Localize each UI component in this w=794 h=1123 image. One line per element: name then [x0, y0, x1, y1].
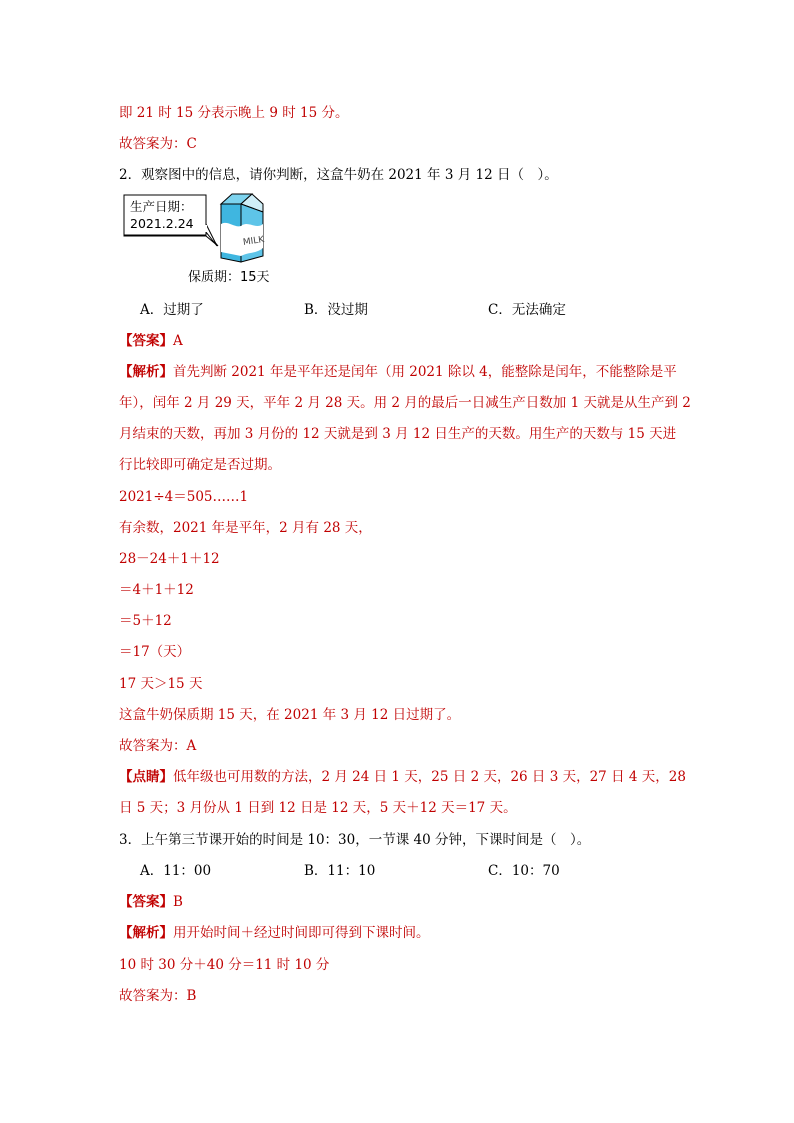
bubble-date: 2021.2.24 — [130, 216, 194, 231]
question-3: 3．上午第三节课开始的时间是 10：30，一节课 40 分钟，下课时间是（ ）。 — [119, 832, 591, 848]
calc-line-7: 17 天＞15 天 — [119, 676, 203, 692]
shelf-life-caption: 保质期：15天 — [188, 270, 270, 285]
analysis-tag: 【解析】 — [119, 925, 173, 941]
calc-line-6: ＝17（天） — [119, 644, 191, 660]
answer-tag: 【答案】 — [119, 333, 173, 349]
q3-option-a: A．11：00 — [140, 863, 212, 879]
calc-line-8: 这盒牛奶保质期 15 天，在 2021 年 3 月 12 日过期了。 — [119, 707, 461, 723]
q2-analysis-line-1 — [119, 363, 677, 381]
q2-tip-line-2: 日 5 天；3 月份从 1 日到 12 日是 12 天，5 天＋12 天＝17 天。 — [119, 800, 517, 816]
line-prev-answer-explain: 即 21 时 15 分表示晚上 9 时 15 分。 — [119, 105, 349, 121]
tip-tag: 【点睛】 — [119, 769, 173, 785]
answer-tag: 【答案】 — [119, 894, 173, 910]
q2-option-c: C．无法确定 — [488, 302, 566, 318]
q2-option-a: A．过期了 — [140, 302, 204, 318]
answer-value: B — [173, 894, 183, 910]
carton-text: MILK — [242, 235, 265, 248]
tip-text: 低年级也可用数的方法，2 月 24 日 1 天，25 日 2 天，26 日 3 天，27 日 4 天，28 — [173, 769, 686, 785]
bubble-label: 生产日期： — [130, 199, 193, 214]
q3-option-b: B．11：10 — [304, 863, 376, 879]
q3-final-answer: 故答案为：B — [119, 988, 197, 1004]
calc-line-5: ＝5＋12 — [119, 613, 172, 629]
q2-answer — [119, 332, 183, 350]
q2-analysis-line-3: 月结束的天数，再加 3 月份的 12 天就是到 3 月 12 日生产的天数。用生产的天数与 15 天进 — [119, 426, 677, 442]
q2-option-b: B．没过期 — [304, 302, 368, 318]
milk-carton-icon — [221, 194, 266, 262]
analysis-text: 用开始时间＋经过时间即可得到下课时间。 — [173, 925, 430, 941]
q3-answer — [119, 893, 183, 911]
calc-line-2: 有余数，2021 年是平年，2 月有 28 天， — [119, 520, 372, 536]
q3-option-c: C．10：70 — [488, 863, 560, 879]
q3-calc: 10 时 30 分＋40 分＝11 时 10 分 — [119, 957, 330, 973]
q2-final-answer: 故答案为：A — [119, 738, 197, 754]
analysis-text: 首先判断 2021 年是平年还是闰年（用 2021 除以 4，能整除是闰年，不能整除是平 — [173, 364, 677, 380]
analysis-tag: 【解析】 — [119, 364, 173, 380]
calc-line-1: 2021÷4＝505……1 — [119, 489, 249, 505]
milk-figure — [120, 190, 270, 270]
q2-analysis-line-2: 年），闰年 2 月 29 天，平年 2 月 28 天。用 2 月的最后一日减生产日数加 1 天就是从生产到 2 — [119, 395, 691, 411]
answer-value: A — [173, 333, 183, 349]
calc-line-4: ＝4＋1＋12 — [119, 582, 194, 598]
line-prev-final-answer: 故答案为：C — [119, 136, 197, 152]
question-2: 2．观察图中的信息，请你判断，这盒牛奶在 2021 年 3 月 12 日（ ）。 — [119, 167, 558, 183]
q2-analysis-line-4: 行比较即可确定是否过期。 — [119, 457, 281, 473]
q3-analysis — [119, 924, 430, 942]
q2-tip-line-1 — [119, 768, 686, 786]
calc-line-3: 28－24＋1＋12 — [119, 551, 220, 567]
